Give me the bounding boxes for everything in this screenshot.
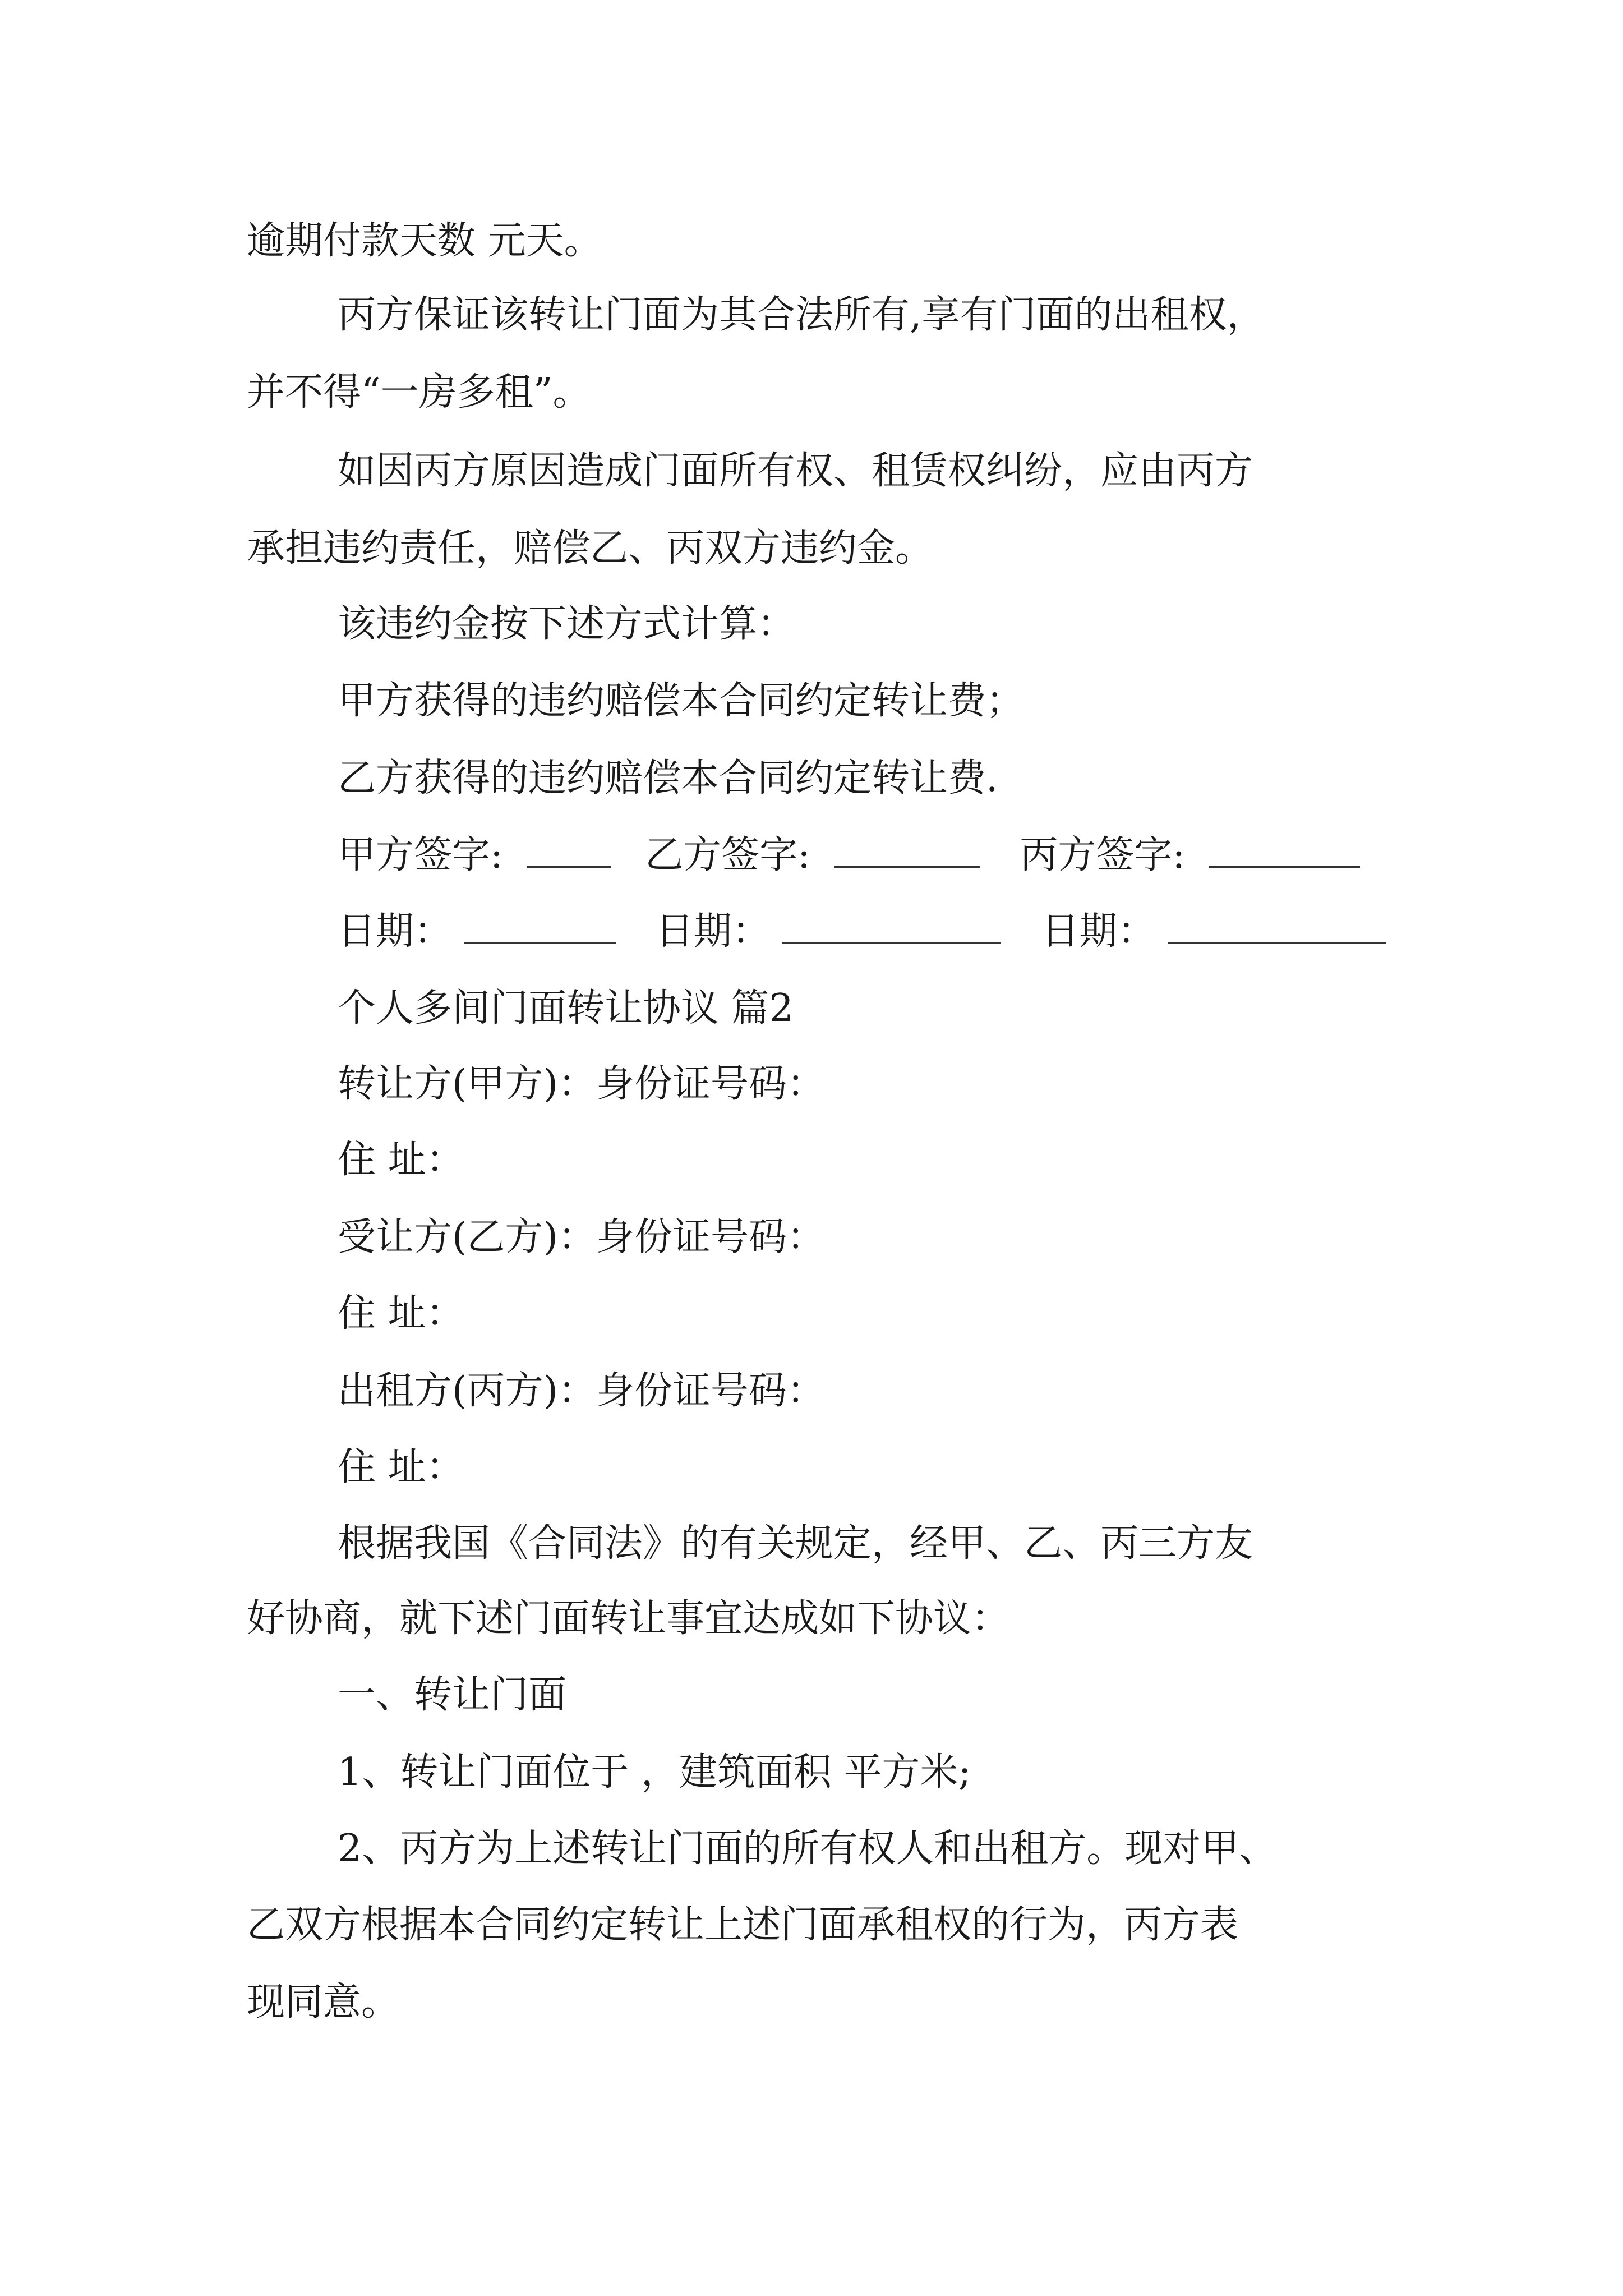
party-c-signature-blank[interactable] xyxy=(1209,832,1360,868)
party-b-signature-blank[interactable] xyxy=(834,832,980,868)
paragraph-line: 好协商，就下述门面转让事宜达成如下协议： xyxy=(247,1596,1010,1641)
paragraph-line: 1、转让门面位于 ，建筑面积 平方米; xyxy=(338,1750,971,1795)
paragraph-line: 承担违约责任，赔偿乙、丙双方违约金。 xyxy=(247,526,934,570)
paragraph-line: 转让方(甲方)：身份证号码： xyxy=(338,1062,826,1106)
party-b-signature-label: 乙方签字: xyxy=(645,833,811,877)
section-heading: 个人多间门面转让协议 篇2 xyxy=(338,986,794,1030)
paragraph-line: 如因丙方原因造成门面所有权、租赁权纠纷，应由丙方 xyxy=(338,449,1253,493)
paragraph-line: 丙方保证该转让门面为其合法所有,享有门面的出租权， xyxy=(338,293,1265,337)
paragraph-line: 住 址： xyxy=(338,1291,464,1336)
paragraph-line: 2、丙方为上述转让门面的所有权人和出租方。现对甲、 xyxy=(338,1826,1278,1871)
date-label: 日期： xyxy=(1041,909,1156,954)
date-label: 日期： xyxy=(656,909,771,954)
party-c-signature-label: 丙方签字: xyxy=(1020,833,1186,877)
date-blank[interactable] xyxy=(464,909,616,944)
paragraph-line: 乙双方根据本合同约定转让上述门面承租权的行为，丙方表 xyxy=(247,1903,1239,1947)
paragraph-line: 根据我国《合同法》的有关规定，经甲、乙、丙三方友 xyxy=(338,1521,1253,1566)
paragraph-line: 住 址： xyxy=(338,1445,464,1489)
date-blank[interactable] xyxy=(782,909,1001,944)
paragraph-line: 并不得“一房多租”。 xyxy=(247,370,591,415)
paragraph-line: 出租方(丙方)：身份证号码： xyxy=(338,1369,826,1413)
signature-row xyxy=(338,832,1360,878)
paragraph-line: 逾期付款天数 元天。 xyxy=(247,219,602,263)
paragraph-line: 住 址： xyxy=(338,1138,464,1182)
party-a-signature-blank[interactable] xyxy=(527,832,611,868)
date-blank[interactable] xyxy=(1168,909,1386,944)
paragraph-line: 现同意。 xyxy=(247,1980,400,2024)
paragraph-line: 一、转让门面 xyxy=(338,1673,567,1717)
party-a-signature-label: 甲方签字: xyxy=(338,833,503,877)
paragraph-line: 受让方(乙方)：身份证号码： xyxy=(338,1215,826,1259)
paragraph-line: 甲方获得的违约赔偿本合同约定转让费； xyxy=(338,679,1025,723)
date-label: 日期： xyxy=(338,909,453,954)
date-row xyxy=(338,909,1386,954)
paragraph-line: 该违约金按下述方式计算： xyxy=(338,602,796,646)
paragraph-line: 乙方获得的违约赔偿本合同约定转让费. xyxy=(338,756,998,800)
